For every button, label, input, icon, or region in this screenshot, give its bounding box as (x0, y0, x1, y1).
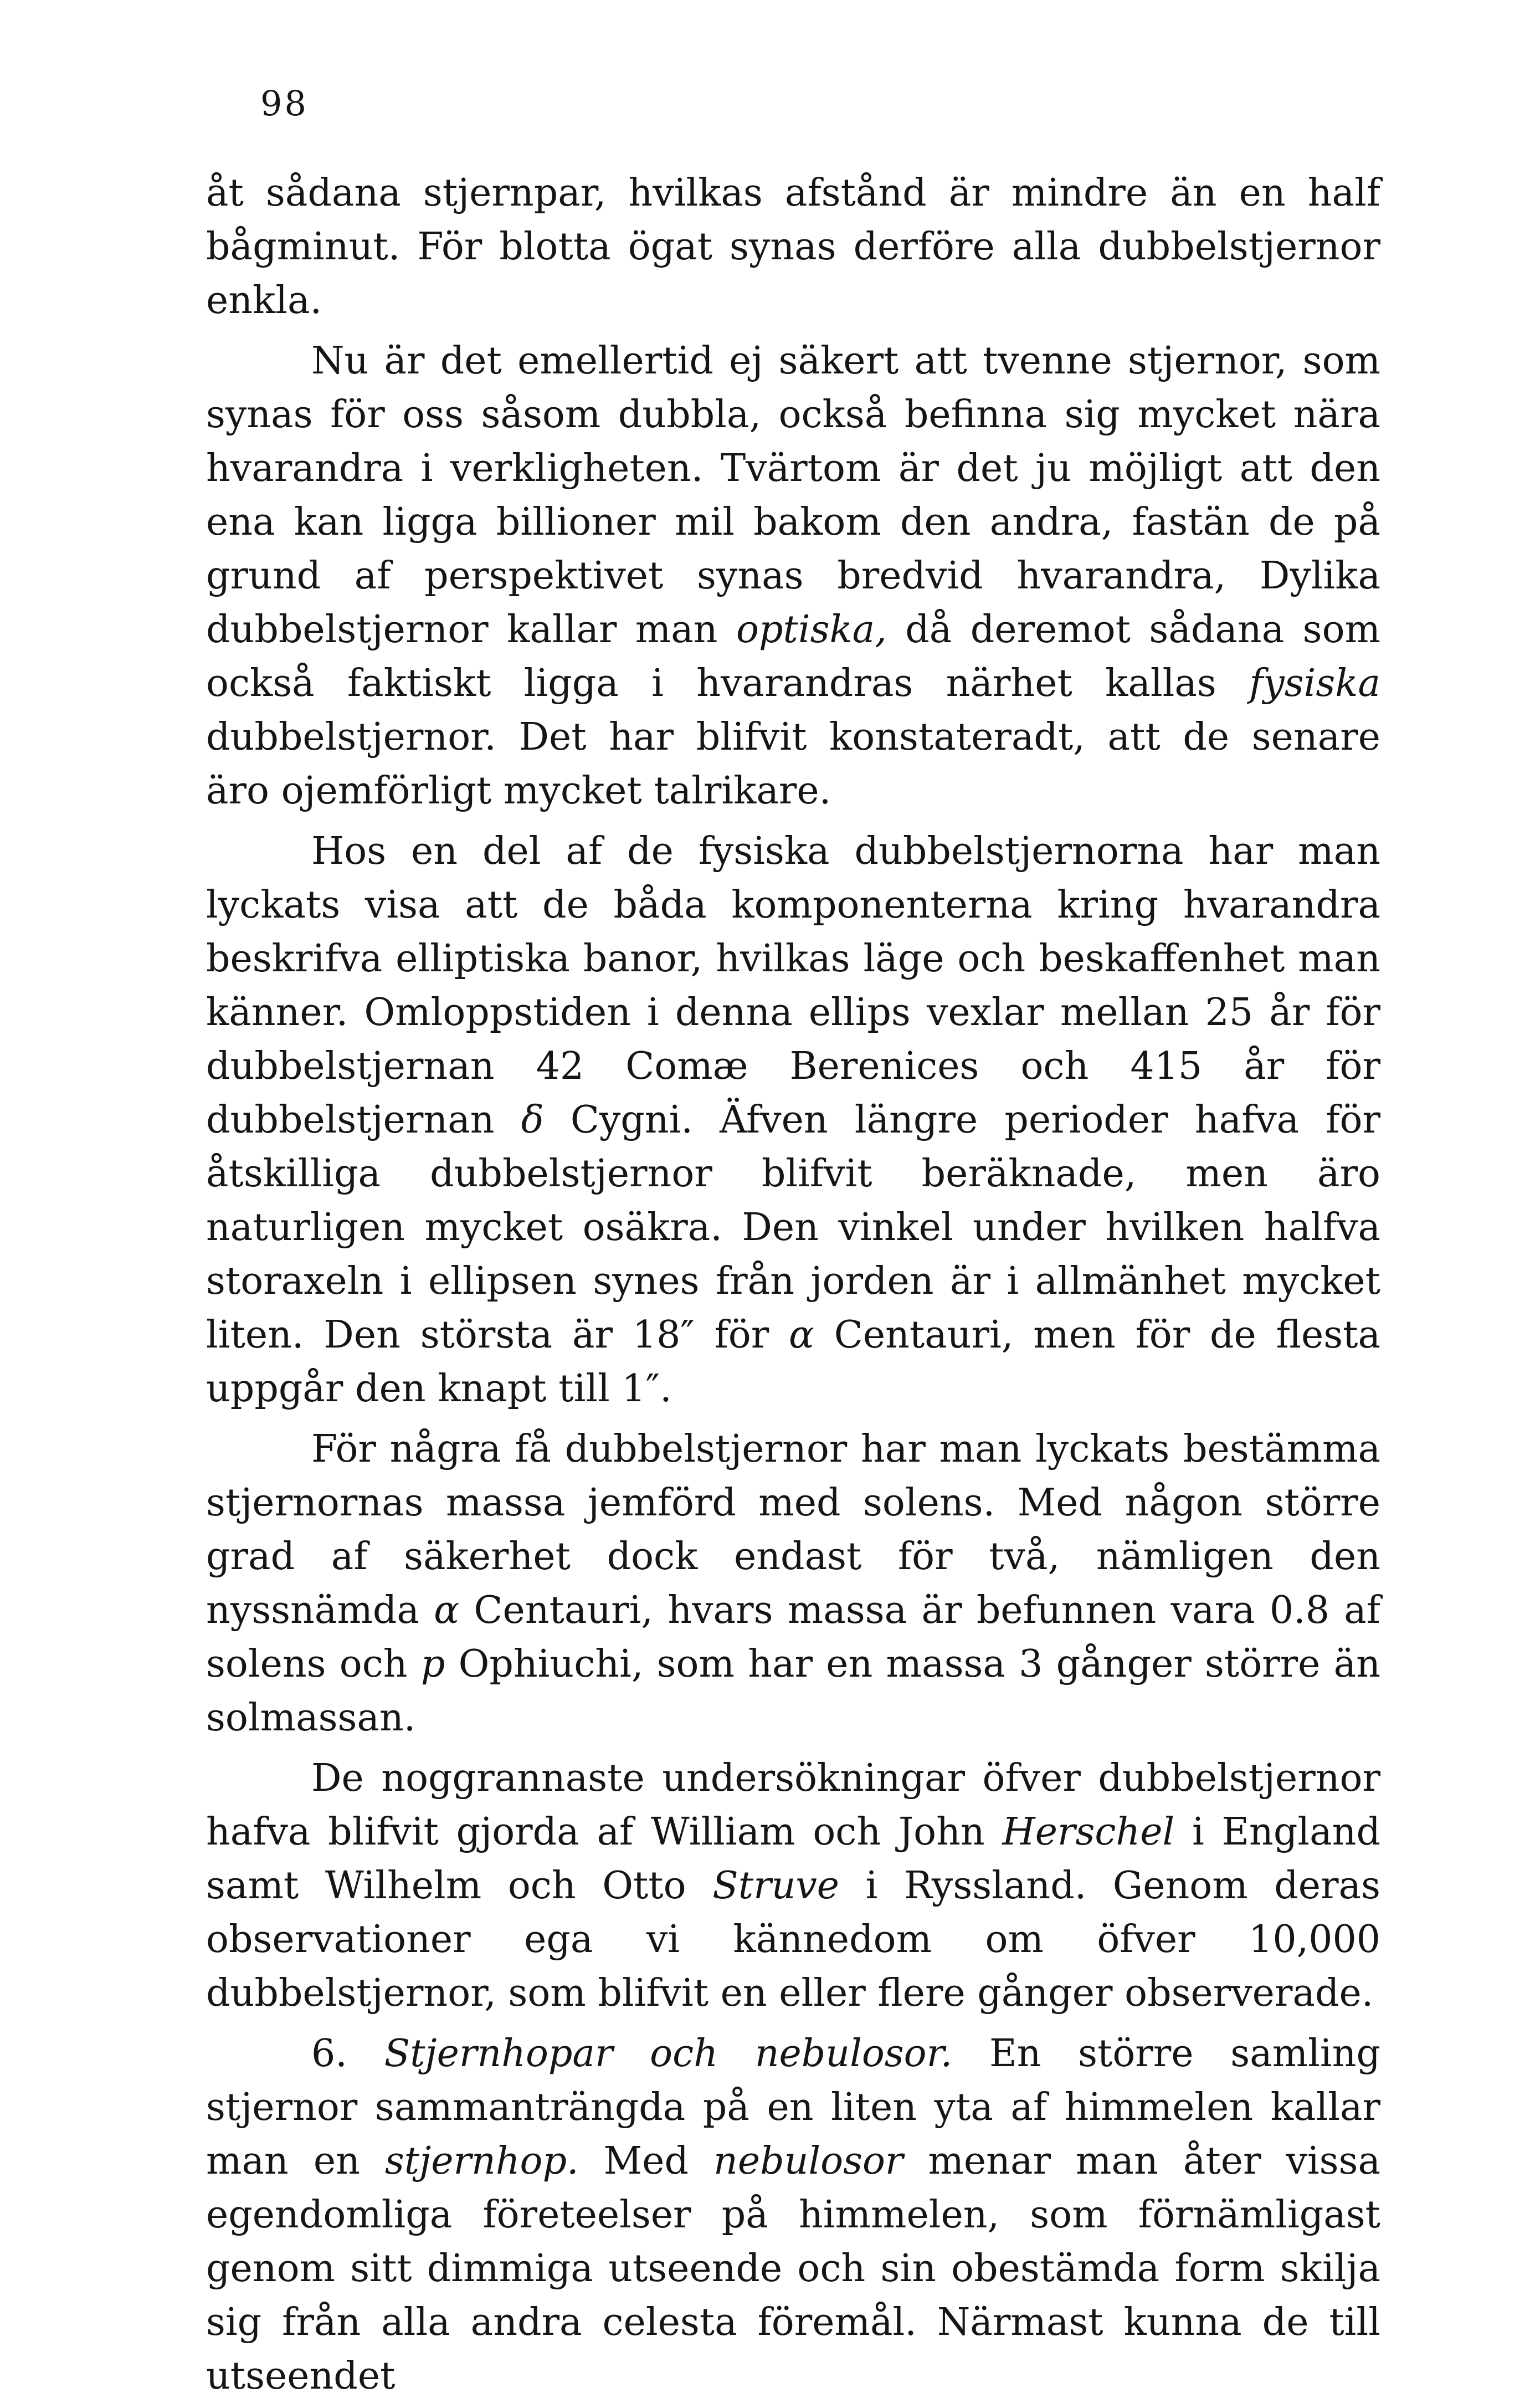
text-run: Nu är det emellertid ej säkert att tvenne stjernor, som synas för oss såsom dubbla, också befinna sig mycket nära hvarandra i verkligheten. Tvärtom är det ju möjligt att den ena kan ligga billioner mil bakom den andra, fastän de på grund af perspektivet synas bredvid hvarandra, Dylika dubbelstjernor kallar man (206, 339, 1380, 652)
text-run: då deremot sådana som också faktiskt ligga i hvarandras närhet kallas (206, 608, 1380, 705)
text-run: En större samling stjernor sammanträngda på en liten yta af himmelen kallar man en (206, 2032, 1380, 2183)
text-run: Centauri, men för de flesta uppgår den knapt till 1″. (206, 1313, 1380, 1411)
text-run: menar man åter vissa egendomliga företeelser på himmelen, som förnämligast genom sitt dimmiga utseende och sin obestämda form skilja sig från alla andra celesta föremål. Närmast kunna de till utseendet (206, 2139, 1380, 2398)
italic-text: α (789, 1313, 814, 1357)
italic-text: p (420, 1642, 445, 1686)
italic-text: Stjernhopar och nebulosor. (384, 2032, 953, 2076)
italic-text: δ (521, 1098, 544, 1142)
italic-text: α (434, 1589, 460, 1632)
text-run: Cygni. Äfven längre perioder hafva för åtskilliga dubbelstjernor blifvit beräknade, men äro naturligen mycket osäkra. Den vinkel under hvilken halfva storaxeln i ellipsen synes från jorden är i allmänhet mycket liten. Den största är 18″ för (206, 1098, 1380, 1357)
italic-text: stjernhop. (384, 2139, 579, 2183)
text-run: i England samt Wilhelm och Otto (206, 1810, 1380, 1908)
page-number: 98 (260, 83, 309, 124)
paragraph-p2 (206, 334, 1380, 818)
paragraph-p5 (206, 1751, 1380, 2020)
text-run: i Ryssland. Genom deras observationer ega vi kännedom om öfver 10,000 dubbelstjernor, som blifvit en eller flere gånger observerade. (206, 1864, 1380, 2015)
text-run: 6. (311, 2032, 384, 2076)
text-run: För några få dubbelstjernor har man lyckats bestämma stjernornas massa jemförd med solens. Med någon större grad af säkerhet dock endast för två, nämligen den nyssnämda (206, 1427, 1380, 1632)
text-run: åt sådana stjernpar, hvilkas afstånd är mindre än en half bågminut. För blotta ögat synas derföre alla dubbelstjernor enkla. (206, 171, 1380, 322)
italic-text: Struve (712, 1864, 840, 1908)
paragraph-p6 (206, 2027, 1380, 2403)
paragraph-p1 (206, 166, 1380, 327)
italic-text: optiska, (736, 608, 887, 652)
text-run: dubbelstjernor. Det har blifvit konstateradt, att de senare äro ojemförligt mycket talrikare. (206, 715, 1380, 813)
text-run: Med (578, 2139, 714, 2183)
italic-text: Herschel (1002, 1810, 1175, 1854)
paragraph-p4 (206, 1422, 1380, 1745)
italic-text: nebulosor (713, 2139, 903, 2183)
body-text (206, 166, 1380, 2403)
text-run: De noggrannaste undersökningar öfver dubbelstjernor hafva blifvit gjorda af William och John (206, 1756, 1380, 1854)
text-run: Ophiuchi, som har en massa 3 gånger större än solmassan. (206, 1642, 1380, 1740)
text-run: Centauri, hvars massa är befunnen vara 0.8 af solens och (206, 1589, 1380, 1686)
italic-text: fysiska (1249, 662, 1380, 705)
text-run: Hos en del af de fysiska dubbelstjernorna har man lyckats visa att de båda komponenterna kring hvarandra beskrifva elliptiska banor, hvilkas läge och beskaffenhet man känner. Omloppstiden i denna ellips vexlar mellan 25 år för dubbelstjernan 42 Comæ Berenices och 415 år för dubbelstjernan (206, 829, 1380, 1142)
paragraph-p3 (206, 824, 1380, 1416)
